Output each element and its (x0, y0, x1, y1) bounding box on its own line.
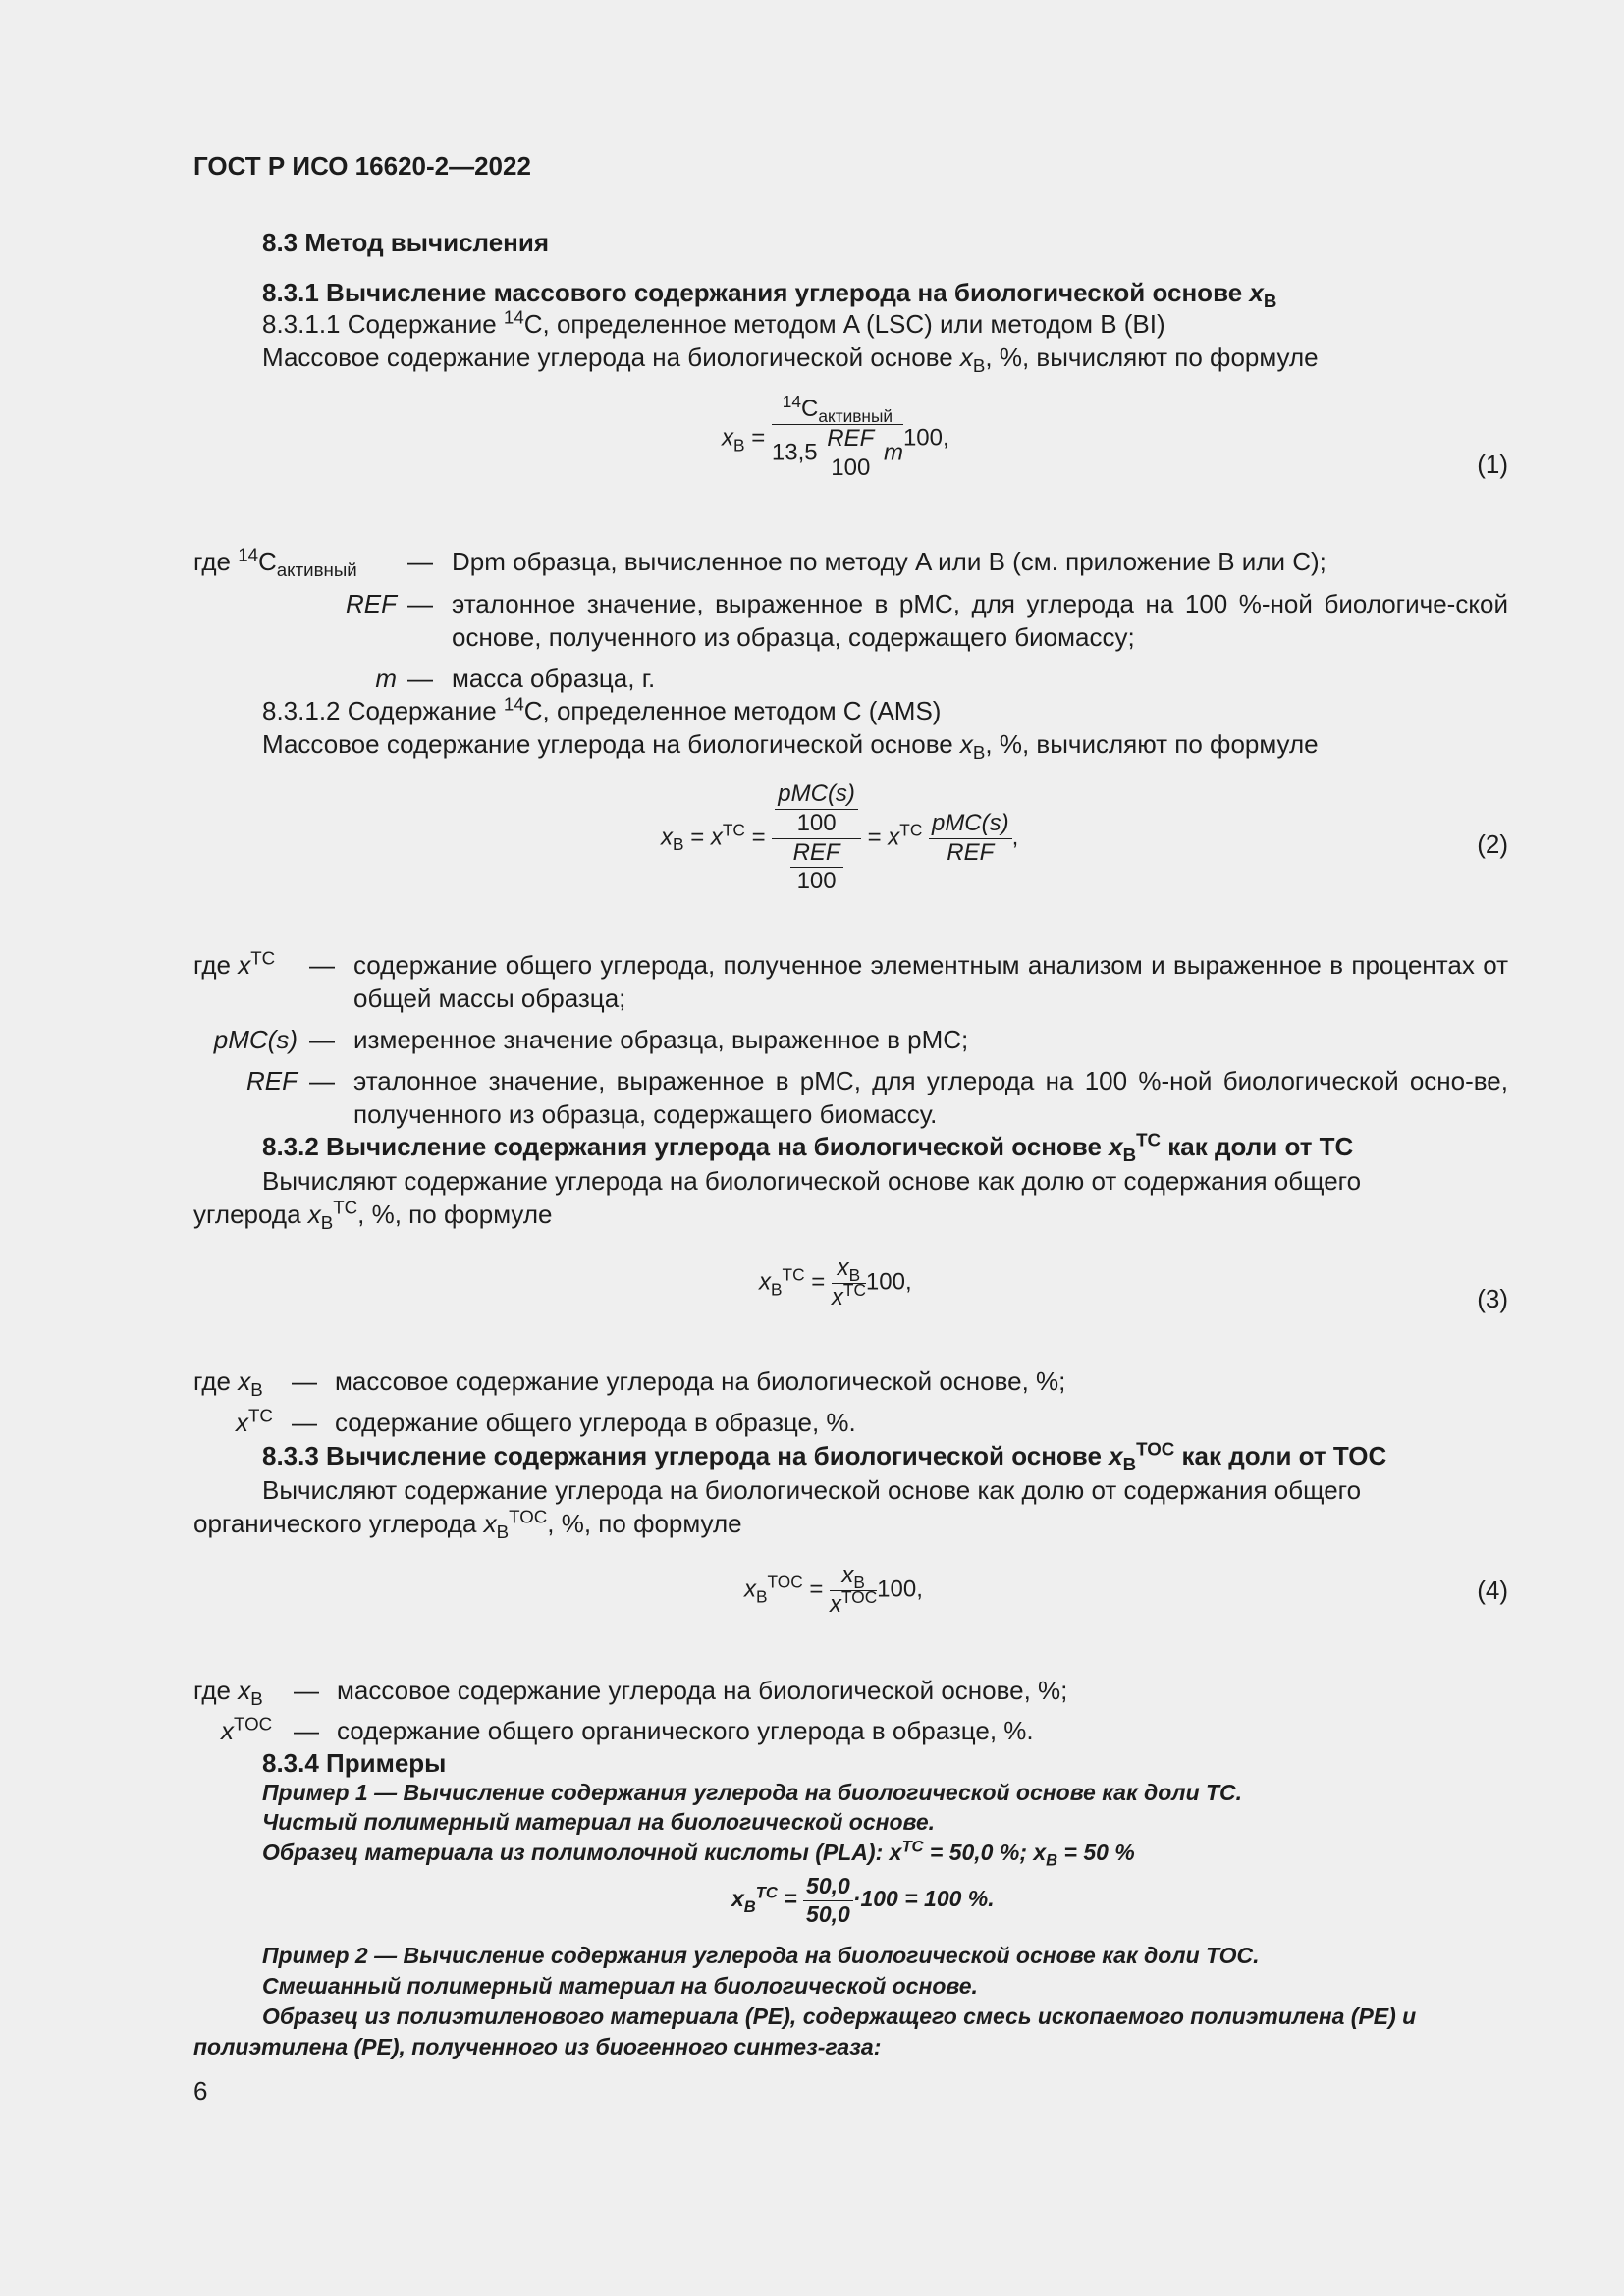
page-number: 6 (193, 2076, 208, 2106)
formula-3: $x_B^{TC}$ = $\frac{x_B}{x^{TC}}$ 100, (759, 1255, 912, 1310)
legend-4-toc-term: $x^{TOC}$ (221, 1713, 273, 1745)
legend-1-c14-text: Dpm образца, вычисленное по методу A или B (см. приложение B или C); (452, 547, 1326, 576)
document-header: ГОСТ Р ИСО 16620-2—2022 (193, 151, 531, 181)
legend-2-ref-text: эталонное значение, выраженное в pMC, для углерода на 100 %-ной биологической осно-ве, полученного из образца, содержащего биомассу. (353, 1066, 1508, 1129)
legend-2-tc-term: где $x^{TC}$ (193, 947, 276, 980)
legend-1-ref-text: эталонное значение, выраженное в pMC, для углерода на 100 %-ной биологиче-ской основе, полученного из образца, содержащего биомассу; (452, 589, 1508, 652)
formula-2-compound-fraction: $\frac{\frac{\text{pMC(s)}}{100}}{\frac{\text{REF}}{100}}$ (772, 780, 861, 896)
example-1-line3: Образец материала из полимолочной кислоты (PLA): $x^{TC} = 50,0$ %; $x_B = 50$ % (262, 1837, 1135, 1870)
example-1-line1: Пример 1 — Вычисление содержания углерода на биологической основе как доли TC. (262, 1780, 1243, 1805)
paragraph-8-3-3-line1: Вычисляют содержание углерода на биологической основе как долю от содержания общего (262, 1475, 1362, 1505)
legend-1-m-term: m (375, 664, 397, 693)
equation-number-2: (2) (1477, 829, 1508, 859)
example-2-line4: полиэтилена (PE), полученного из биогенного синтез-газа: (193, 2034, 882, 2059)
example-2-line1: Пример 2 — Вычисление содержания углерода на биологической основе как доли TOC. (262, 1943, 1260, 1968)
section-8-3-1-1-title: 8.3.1.1 Содержание $^{14}$C, определенное методом A (LSC) или методом B (BI) (262, 306, 1165, 339)
paragraph-mass-content-2: Массовое содержание углерода на биологической основе $x_B$, %, вычисляют по формуле (262, 729, 1319, 764)
legend-4-xb-text: массовое содержание углерода на биологической основе, %; (337, 1676, 1068, 1705)
paragraph-mass-content-1: Массовое содержание углерода на биологической основе $x_B$, %, вычисляют по формуле (262, 343, 1319, 377)
example-1-formula: $x_B^{TC}$ = $\frac{50,0}{50,0}$ ·100 = 100 %. (731, 1873, 995, 1927)
equation-number-3: (3) (1477, 1284, 1508, 1313)
legend-4-toc-text: содержание общего органического углерода в образце, %. (337, 1716, 1034, 1745)
section-8-3-1-title: 8.3.1 Вычисление массового содержания углерода на биологической основе $x_B$ (262, 278, 1277, 312)
section-8-3-2-title: 8.3.2 Вычисление содержания углерода на биологической основе $x_B^{TC}$ как доли от TC (262, 1129, 1354, 1166)
legend-1-ref-term: REF (346, 589, 397, 618)
equation-number-4: (4) (1477, 1575, 1508, 1605)
legend-2-pmc-text: измеренное значение образца, выраженное в pMC; (353, 1025, 969, 1054)
legend-2-tc-text: содержание общего углерода, полученное элементным анализом и выраженное в процентах от общей массы образца; (353, 950, 1508, 1013)
formula-4: $x_B^{TOC}$ = $\frac{x_B}{x^{TOC}}$ 100, (744, 1562, 923, 1618)
paragraph-8-3-2-line1: Вычисляют содержание углерода на биологической основе как долю от содержания общего (262, 1166, 1362, 1196)
legend-4-xb-term: где $x_B$ (193, 1676, 263, 1710)
legend-3-tc-text: содержание общего углерода в образце, %. (335, 1408, 856, 1437)
legend-1-c14-term: где $^{14}C_{активный}$ (193, 544, 357, 581)
legend-3-xb-text: массовое содержание углерода на биологической основе, %; (335, 1366, 1066, 1396)
example-1-line2: Чистый полимерный материал на биологической основе. (262, 1809, 936, 1835)
section-8-3-1-2-title: 8.3.1.2 Содержание $^{14}$C, определенное методом C (AMS) (262, 693, 942, 725)
legend-2-ref-term: REF (246, 1066, 298, 1095)
section-8-3-title: 8.3 Метод вычисления (262, 228, 550, 257)
legend-3-xb-term: где $x_B$ (193, 1366, 263, 1401)
legend-2-pmc-term: pMC(s) (213, 1025, 298, 1054)
formula-1-fraction: $^{14}C_{активный}$ 13,5 $\frac{\text{REF}}{100}$ m (771, 392, 903, 481)
formula-2: $x_B = x^{TC}$ = $\frac{\frac{\text{pMC(s)}}{100}}{\frac{\text{REF}}{100}}$ = $x^{TC}$ $\frac{\text{pMC(s)}}{\text{REF}}$ , (661, 780, 1019, 895)
legend-1-m-text: масса образца, г. (452, 664, 656, 693)
example-2-line3: Образец из полиэтиленового материала (PE), содержащего смесь ископаемого полиэтилена (PE) и (262, 2003, 1417, 2029)
paragraph-8-3-3-line2: органического углерода $x_B^{TOC}$, %, по формуле (193, 1506, 742, 1543)
section-8-3-3-title: 8.3.3 Вычисление содержания углерода на биологической основе $x_B^{TOC}$ как доли от TOC (262, 1438, 1387, 1475)
formula-1: $x_B$ = $^{14}C_{активный}$ 13,5 $\frac{\text{REF}}{100}$ m 100, (722, 392, 949, 481)
equation-number-1: (1) (1477, 450, 1508, 479)
section-8-3-4-title: 8.3.4 Примеры (262, 1748, 447, 1778)
paragraph-8-3-2-line2: углерода $x_B^{TC}$, %, по формуле (193, 1197, 553, 1234)
legend-3-tc-term: $x^{TC}$ (236, 1405, 273, 1437)
example-2-line2: Смешанный полимерный материал на биологической основе. (262, 1973, 978, 1999)
